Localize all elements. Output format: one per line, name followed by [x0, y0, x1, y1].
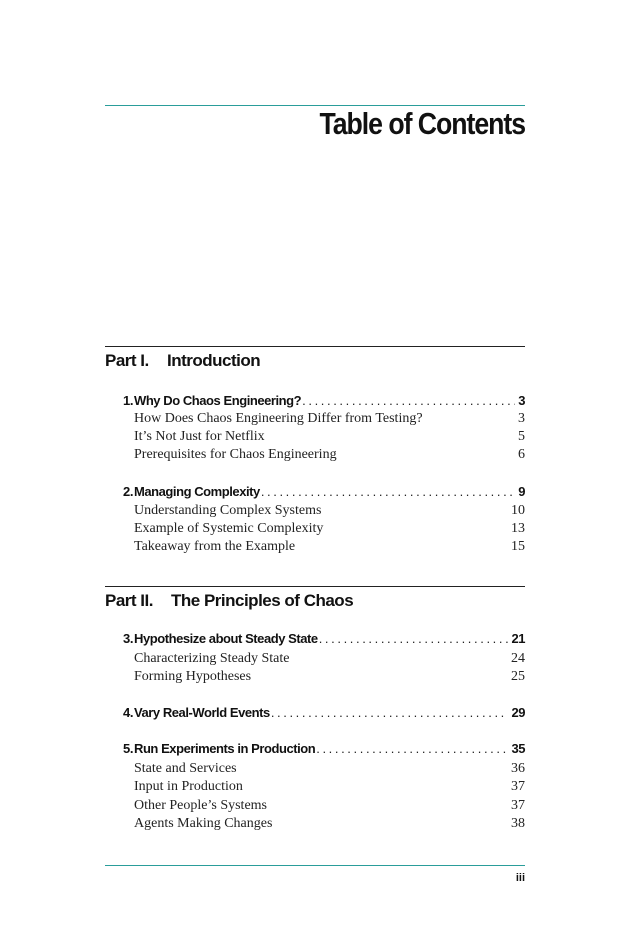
chapter-title: Managing Complexity: [134, 484, 260, 499]
chapter-entry[interactable]: [105, 631, 525, 649]
section-title: Forming Hypotheses: [134, 669, 252, 684]
chapter-number: 1.: [123, 393, 133, 408]
toc-page: [105, 0, 525, 945]
leader-dots: [271, 705, 509, 720]
section-title: State and Services: [134, 761, 237, 776]
chapter-title: Why Do Chaos Engineering?: [134, 393, 302, 408]
section-entry[interactable]: [134, 651, 525, 669]
section-page: 25: [511, 669, 525, 684]
section-title: Takeaway from the Example: [134, 539, 296, 554]
section-title: Understanding Complex Systems: [134, 503, 322, 518]
leader-dots: [261, 484, 515, 499]
section-page: 37: [511, 798, 525, 813]
section-title: Other People’s Systems: [134, 798, 267, 813]
section-page: 3: [518, 411, 525, 426]
chapter-page: 3: [518, 393, 525, 408]
chapter-page: 35: [511, 741, 525, 756]
section-entry[interactable]: [134, 779, 525, 797]
leader-dots: [316, 741, 508, 756]
part-title: The Principles of Chaos: [171, 591, 354, 610]
section-page: 5: [518, 429, 525, 444]
chapter-page: 21: [511, 631, 525, 646]
section-entry[interactable]: [134, 429, 525, 447]
page-title: Table of Contents: [319, 106, 525, 141]
section-entry[interactable]: [134, 411, 525, 429]
section-entry[interactable]: [134, 521, 525, 539]
section-title: Prerequisites for Chaos Engineering: [134, 447, 337, 462]
section-entry[interactable]: [134, 761, 525, 779]
part-title: Introduction: [167, 351, 261, 370]
chapter-page: 9: [518, 484, 525, 499]
section-entry[interactable]: [134, 539, 525, 557]
part-number: Part I.: [105, 351, 149, 370]
chapter-title: Hypothesize about Steady State: [134, 631, 318, 646]
chapter-number: 2.: [123, 484, 133, 499]
chapter-number: 5.: [123, 741, 133, 756]
section-page: 13: [511, 521, 525, 536]
page-number: iii: [515, 872, 525, 884]
chapter-number: 4.: [123, 705, 133, 720]
part-number: Part II.: [105, 591, 153, 610]
section-entry[interactable]: [134, 798, 525, 816]
chapter-title: Vary Real-World Events: [134, 705, 270, 720]
chapter-entry[interactable]: [105, 741, 525, 759]
section-entry[interactable]: [134, 669, 525, 687]
chapter-number: 3.: [123, 631, 133, 646]
chapter-title: Run Experiments in Production: [134, 741, 316, 756]
section-title: Input in Production: [134, 779, 243, 794]
part-rule: [105, 346, 525, 347]
section-page: 37: [511, 779, 525, 794]
section-entry[interactable]: [134, 503, 525, 521]
section-title: How Does Chaos Engineering Differ from Testing?: [134, 411, 423, 426]
section-title: It’s Not Just for Netflix: [134, 429, 265, 444]
chapter-page: 29: [511, 705, 525, 720]
chapter-entry[interactable]: [105, 705, 525, 723]
part-heading: [105, 591, 525, 611]
section-title: Example of Systemic Complexity: [134, 521, 324, 536]
section-entry[interactable]: [134, 816, 525, 834]
section-page: 38: [511, 816, 525, 831]
section-entry[interactable]: [134, 447, 525, 465]
section-title: Agents Making Changes: [134, 816, 273, 831]
section-page: 36: [511, 761, 525, 776]
chapter-entry[interactable]: [105, 393, 525, 411]
part-heading: [105, 351, 525, 371]
section-page: 15: [511, 539, 525, 554]
bottom-rule: [105, 865, 525, 866]
section-page: 10: [511, 503, 525, 518]
leader-dots: [319, 631, 509, 646]
chapter-entry[interactable]: [105, 484, 525, 502]
part-rule: [105, 586, 525, 587]
section-page: 24: [511, 651, 525, 666]
leader-dots: [302, 393, 515, 408]
section-page: 6: [518, 447, 525, 462]
section-title: Characterizing Steady State: [134, 651, 290, 666]
